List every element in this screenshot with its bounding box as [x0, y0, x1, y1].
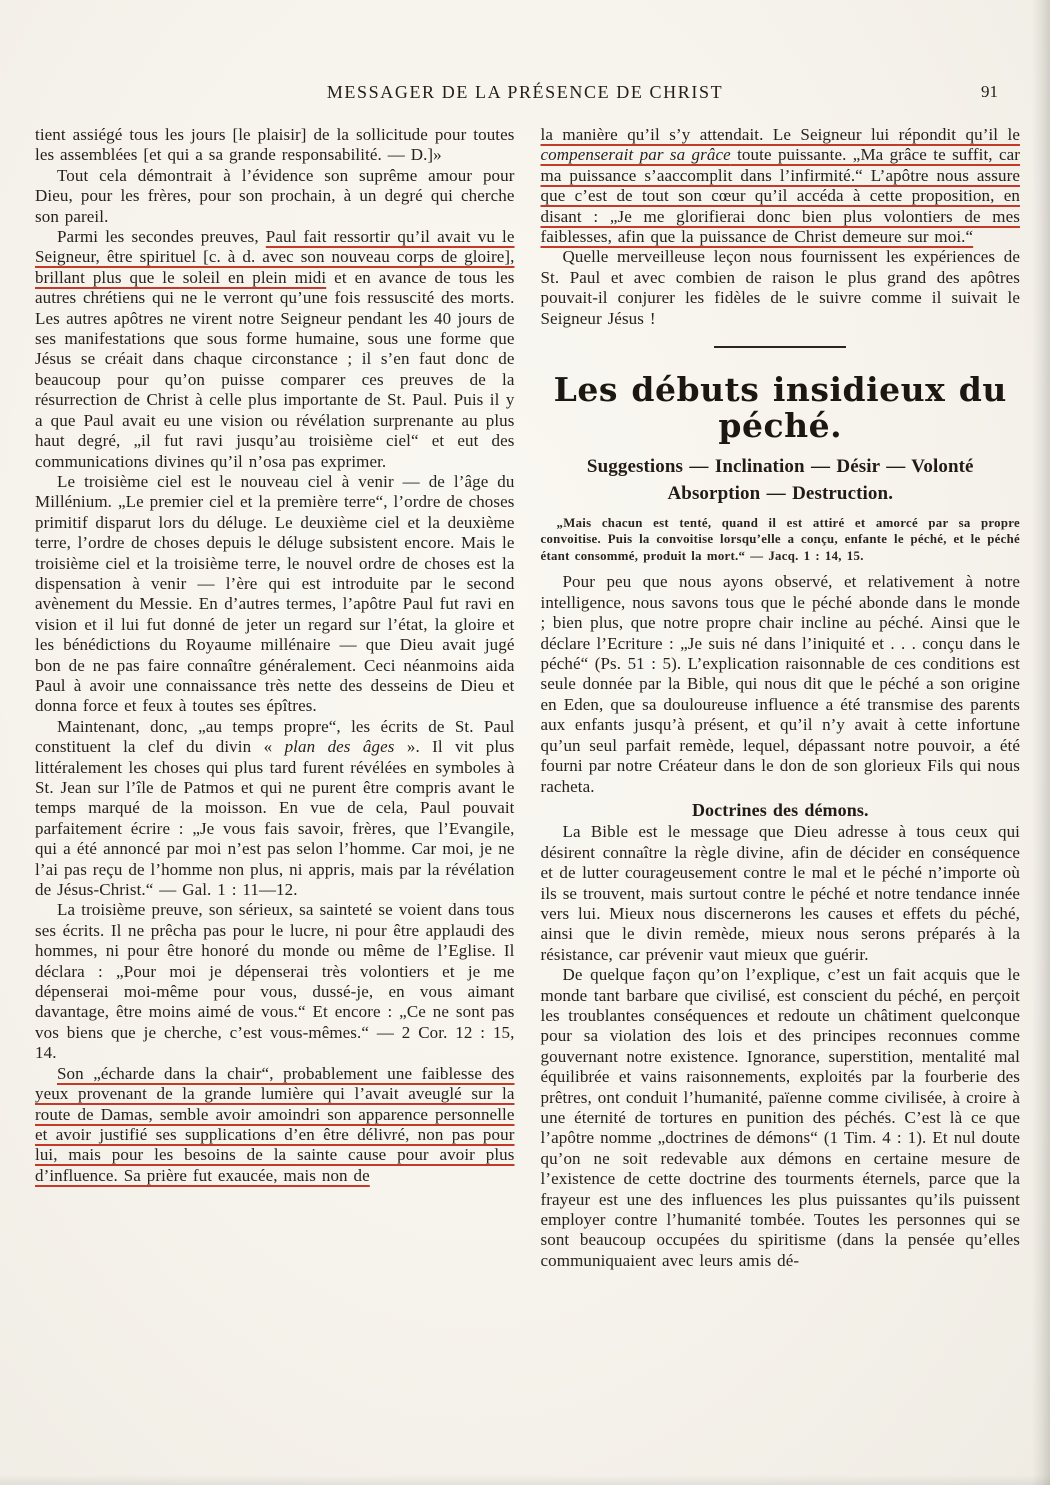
page-number: 91: [981, 82, 998, 101]
section-divider: [714, 346, 846, 348]
red-underlined-text: Son „écharde dans la chair“, probablement une faiblesse des yeux provenant de la grande lumière qui l’avait aveuglé sur la route de Damas, semble avoir amoindri son apparence personnelle et avoir justifié ses supplications d’en être délivré, non pas pour lui, mais pour les besoins de la sainte cause pour avoir plus d’influence. Sa prière fut exaucée, mais non de: [35, 1063, 515, 1185]
paragraph: De quelque façon qu’on l’explique, c’est un fait acquis que le monde tant barbare que civilisé, est conscient du péché, en perçoit les troublantes conséquences et redoute un châtiment quelconque pour sa violation des lois et des principes reconnues comme gouvernant notre existence. Ignorance, superstition, mentalité mal équilibrée et vains raisonnements, exploités par la fourberie des prêtres, ont conduit l’humanité, païenne comme civilisée, à croire à une éternité de tortures en punition des péchés. C’est là ce que l’apôtre nomme „doctrines de démons“ (1 Tim. 4 : 1). Et nul doute qu’on ne soit redevable aux démons en certaine mesure de l’existence de cette doctrine des tourments éternels, parce que la frayeur est une des influences les plus puissantes qu’ils puissent employer contre l’humanité tombée. Toutes les personnes qui se sont beaucoup occupées du spiritisme (dans la pensée qu’elles communiquaient avec leurs amis dé-: [540, 965, 1020, 1270]
subheading: Doctrines des démons.: [691, 799, 869, 820]
paragraph: [35, 717, 515, 901]
paragraph: La Bible est le message que Dieu adresse à tous ceux qui désirent connaître la règle divine, afin de décider en conséquence et de lutter courageusement contre le mal et le péché n’importe où ils se trouvent, mais surtout contre le péché et notre tendance innée vers lui. Mieux nous discernerons les causes et effets du péché, ainsi que le divin remède, mieux nous serons préparés à la résistance, car prévenir vaut mieux que guérir.: [540, 822, 1020, 964]
journal-header: [0, 0, 1050, 103]
red-underlined-text: Paul fait ressortir qu’il avait vu le Seigneur, être spirituel [c. à d. avec son nouveau corps de gloire], brillant plus que le soleil en plein midi: [35, 227, 515, 287]
article-title: Les débuts insidieux du péché.: [553, 370, 1007, 446]
paragraph: [541, 125, 1021, 247]
paragraph: [35, 1064, 515, 1186]
article-subtitle-line2: Absorption — Destruction.: [667, 482, 894, 504]
article-subtitle-line1: Suggestions — Inclination — Désir — Volonté: [586, 455, 974, 477]
left-column: [35, 125, 515, 1271]
paragraph: Tout cela démontrait à l’évidence son suprême amour pour Dieu, pour les frères, pour son prochain, à un degré qui cherche son pareil.: [35, 165, 515, 226]
journal-title: MESSAGER DE LA PRÉSENCE DE CHRIST: [326, 82, 724, 102]
right-column: [541, 125, 1021, 1271]
red-underlined-text: toute puissante. „Ma grâce te suffit, car ma puissance s’aaccomplit dans l’infirmité.“ L’apôtre nous assure que c’est de tout son cœur qu’il accéda à cette proposition, en disant : „Je me glorifierai donc bien plus volontiers de mes faiblesses, afin que la puissance de Christ demeure sur moi.“: [540, 145, 1021, 247]
paragraph: Pour peu que nous ayons observé, et relativement à notre intelligence, nous savons tous que le péché abonde dans le monde ; bien plus, que notre propre chair incline au péché. Ainsi que le déclare l’Ecriture : „Je suis né dans l’iniquité et . . . conçu dans le péché“ (Ps. 51 : 5). L’explication raisonnable de ces conditions est seule donnée par la Bible, qui nous dit que le péché a son origine en Eden, que sa douloureuse influence a été transmise des parents aux enfants jusqu’à présent, et qu’il n’y avait à cette infortune qu’un seul parfait remède, lequel, dépassant notre pouvoir, a été fourni par notre Créateur dans le don de son glorieux Fils qui nous racheta.: [540, 572, 1020, 796]
paragraph: [35, 227, 515, 472]
paragraph: Le troisième ciel est le nouveau ciel à venir — de l’âge du Millénium. „Le premier ciel et la première terre“, l’ordre de choses primitif disparut lors du déluge. Le deuxième ciel et la deuxième terre, l’ordre de choses depuis le déluge subsistent encore. Mais le troisième ciel et la troisième terre, le nouvel ordre de choses est la dispensation à venir — l’ère qui est introduite par le second avènement du Messie. En d’autres termes, l’apôtre Paul fut ravi en vision et il lui fut donné de jeter un regard sur l’état, la gloire et les bénédictions du Royaume millénaire — que Dieu avait jugé bon de ne pas faire connaître généralement. Ceci néanmoins aida Paul à avoir une connaissance très nette des desseins de Dieu et donna force et feux à toutes ses épîtres.: [35, 471, 515, 716]
red-underlined-italic-text: compenserait par sa grâce: [540, 145, 731, 165]
paragraph: Quelle merveilleuse leçon nous fournissent les expériences de St. Paul et avec combien de raison le plus grand des apôtres pouvait-il conjurer les fidèles de le suivre comme il suivait le Seigneur Jésus !: [540, 247, 1020, 328]
paragraph: tient assiégé tous les jours [le plaisir] de la sollicitude pour toutes les assemblées [et qui a sa grande responsabilité. — D.]»: [35, 125, 515, 165]
two-column-body: [0, 103, 1050, 1271]
text-segment: ». Il vit plus littéralement les choses qui plus tard furent révélées en symboles à St. Jean sur l’île de Patmos et qui ne purent être compris avant le temps marqué de la moisson. En vue de cela, Paul pouvait parfaitement écrire : „Je vous fais savoir, frères, que l’Evangile, qui a été annoncé par moi n’est pas selon l’homme. Car moi, je ne l’ai pas reçu de l’homme non plus, ni appris, mais par la révélation de Jésus-Christ.“ — Gal. 1 : 11—12.: [35, 737, 515, 900]
epigraph: „Mais chacun est tenté, quand il est attiré et amorcé par sa propre convoitise. Puis la convoitise lorsqu’elle a conçu, enfante le péché, et le péché étant consommé, produit la mort.“ — Jacq. 1 : 14, 15.: [540, 515, 1020, 563]
text-segment: Maintenant, donc, „au temps propre“, les écrits de St. Paul constituent la clef du divin «: [35, 716, 515, 757]
page-bottom-shadow: [0, 1475, 1050, 1485]
text-segment: Parmi les secondes preuves,: [57, 227, 266, 247]
text-segment: et en avance de tous les autres chrétiens qui ne le verront qu’une fois ressuscité des morts. Les autres apôtres ne virent notre Seigneur pendant les 40 jours de ses manifestations que sous forme humaine, sous une forme que Jésus se créait dans chaque circonstance ; il s’en faut donc de beaucoup pour qu’on puisse comparer ces preuves de la résurrection de Christ à celle plus importante de St. Paul. Puis il y a que Paul avait eu une vision ou révélation surprenante au plus haut degré, „il fut ravi jusqu’au troisième ciel“ et eut des communications divines qu’il n’osa pas exprimer.: [35, 267, 515, 471]
red-underlined-text: la manière qu’il s’y attendait. Le Seigneur lui répondit qu’il le: [540, 125, 1020, 144]
paragraph: La troisième preuve, son sérieux, sa sainteté se voient dans tous ses écrits. Il ne prêcha pas pour le lucre, ni pour être applaudi des hommes, ni pour être honoré du monde ou même de l’Eglise. Il déclara : „Pour moi je dépenserai très volontiers et je me dépenserai moi-même pour vous, dussé-je, en vous aimant davantage, être moins aimé de vous.“ Et encore : „Ce ne sont pas vos biens que je cherche, c’est vous-mêmes.“ — 2 Cor. 12 : 15, 14.: [35, 900, 515, 1063]
italic-text: plan des âges: [284, 737, 395, 757]
